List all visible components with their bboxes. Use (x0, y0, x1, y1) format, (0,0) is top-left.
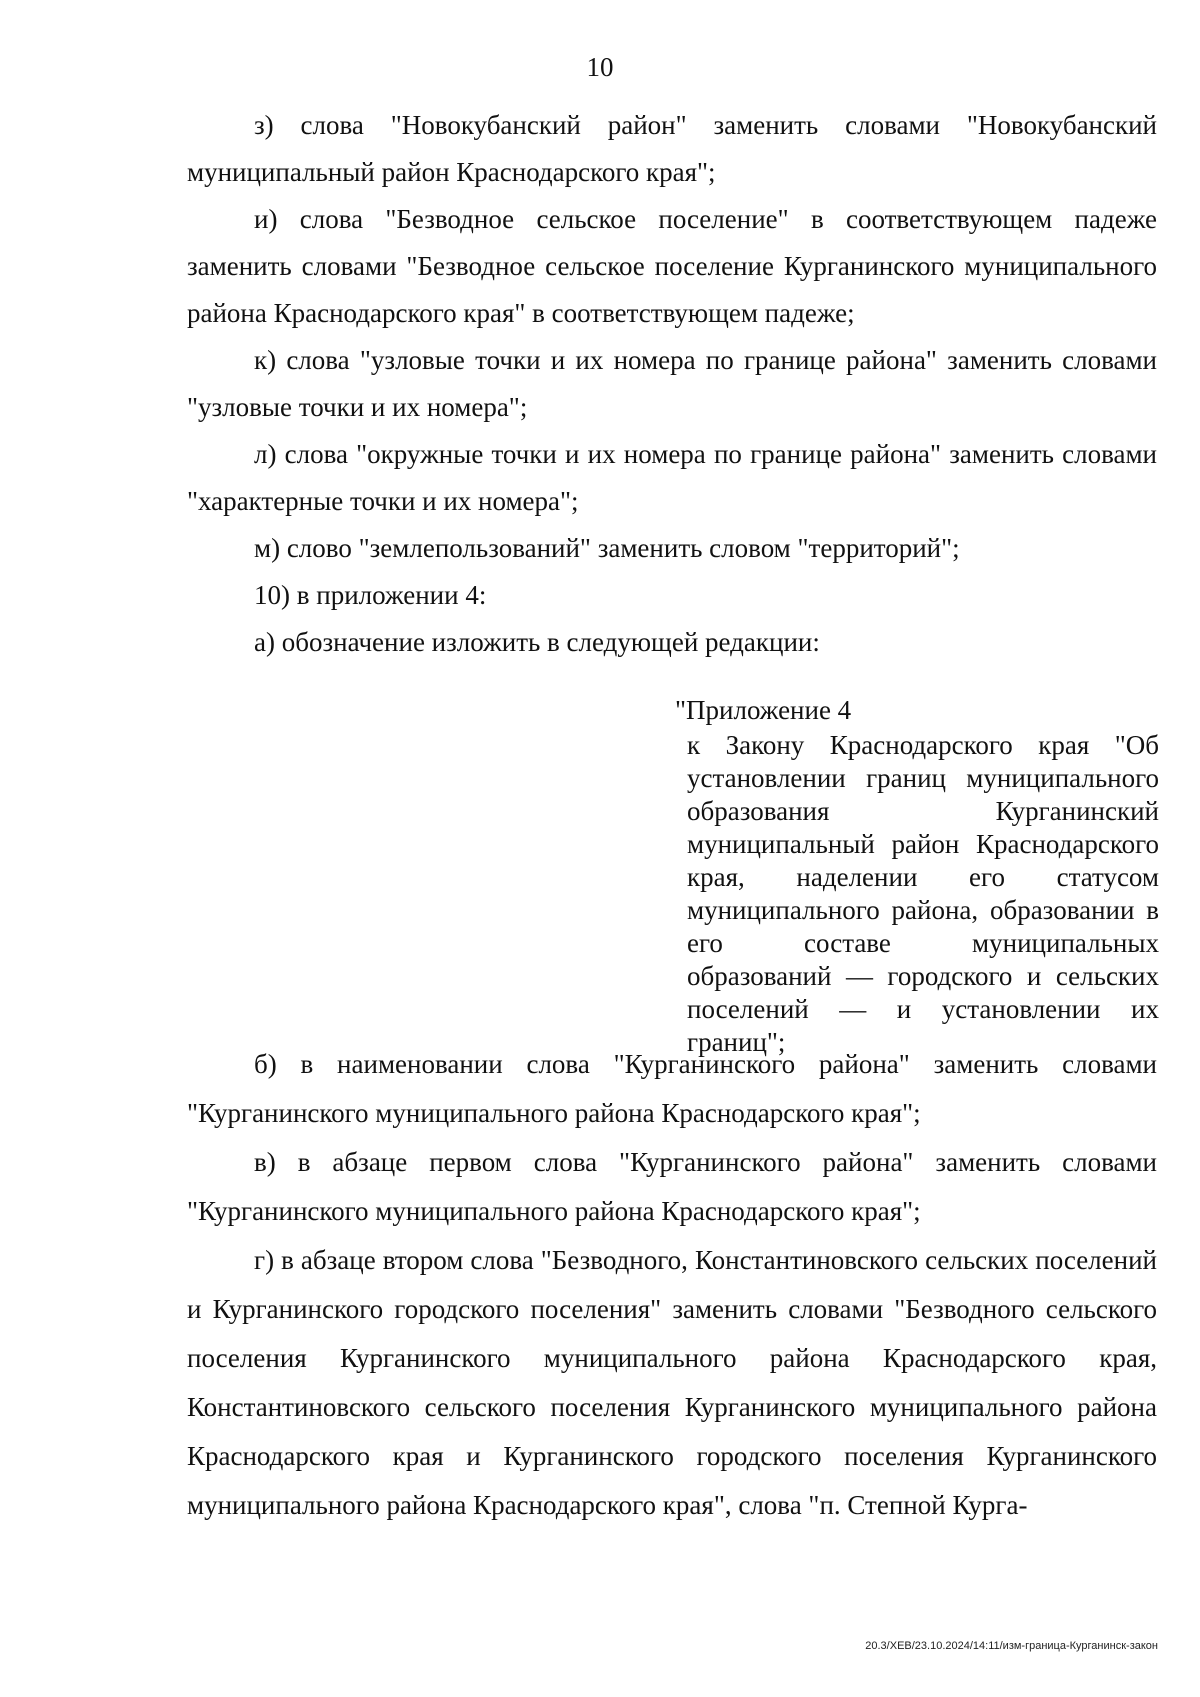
paragraph: б) в наименовании слова "Курганинского района" заменить словами "Курганинского муниципального района Краснодарского края"; (187, 1049, 1157, 1128)
paragraph: л) слова "окружные точки и их номера по границе района" заменить словами "характерные точки и их номера"; (187, 439, 1157, 516)
document-body-bottom (187, 1040, 1157, 1530)
appendix-text: к Закону Краснодарского края "Об установлении границ муниципального образования Курганинский муниципальный район Краснодарского края, наделении его статусом муниципального района, образовании в его составе муниципальных образований — городского и сельских поселений — и установлении их границ"; (687, 730, 1159, 1057)
document-body-top (187, 102, 1157, 666)
page-number: 10 (586, 52, 614, 82)
paragraph: к) слова "узловые точки и их номера по границе района" заменить словами "узловые точки и их номера"; (187, 345, 1157, 422)
paragraph: в) в абзаце первом слова "Курганинского района" заменить словами "Курганинского муниципального района Краснодарского края"; (187, 1147, 1157, 1226)
paragraph: и) слова "Безводное сельское поселение" в соответствующем падеже заменить словами "Безводное сельское поселение Курганинского муниципального района Краснодарского края" в соответствующем падеже; (187, 204, 1157, 328)
paragraph: м) слово "землепользований" заменить словом "территорий"; (254, 533, 960, 563)
paragraph: г) в абзаце втором слова "Безводного, Константиновского сельских поселений и Курганинского городского поселения" заменить словами "Безводного сельского поселения Курганинского муниципального района Краснодарского края, Константиновского сельского поселения Курганинского муниципального района Краснодарского края и Курганинского городского поселения Курганинского муниципального района Краснодарского края", слова "п. Степной Курга- (187, 1245, 1157, 1520)
paragraph: з) слова "Новокубанский район" заменить словами "Новокубанский муниципальный район Краснодарского края"; (187, 110, 1157, 187)
paragraph: 10) в приложении 4: (254, 580, 487, 610)
document-footer: 20.3/ХЕВ/23.10.2024/14:11/изм-граница-Курганинск-закон (865, 1640, 1158, 1652)
appendix-designation (675, 694, 1159, 1059)
appendix-heading: "Приложение 4 (675, 695, 852, 725)
paragraph: а) обозначение изложить в следующей редакции: (254, 627, 820, 657)
